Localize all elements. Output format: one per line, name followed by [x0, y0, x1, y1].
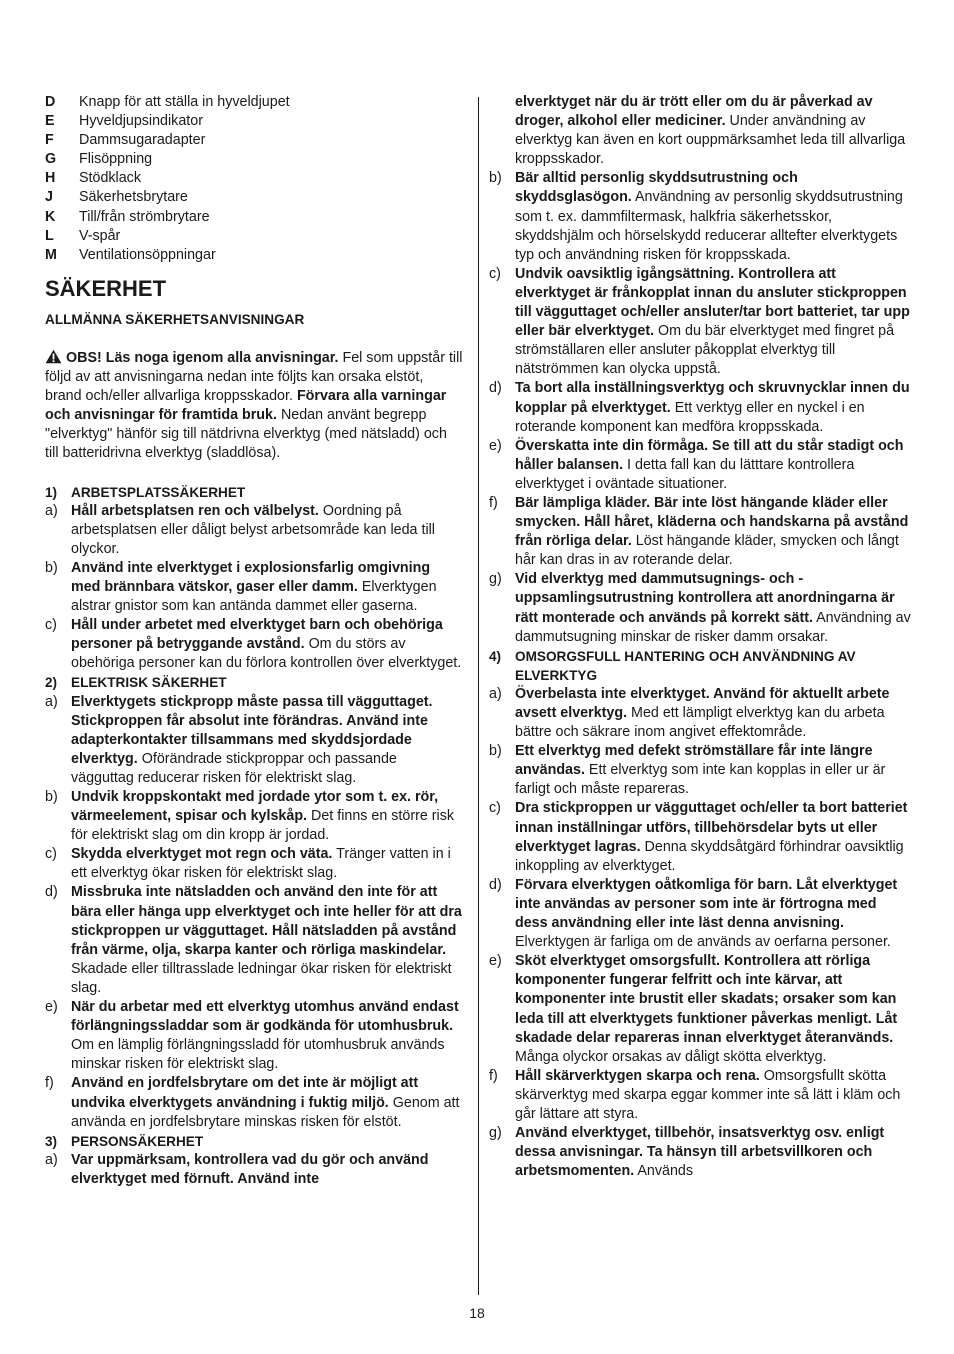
list-item: g) Vid elverktyg med dammutsugnings- och -uppsamlingsutrustning kontrollera att anordningarna är rätt monterade och används på korrekt sätt. Användning av dammutsugning minskar de risker damm orsakar.: [489, 571, 911, 645]
list-item: d) Förvara elverktygen oåtkomliga för barn. Låt elverktyget inte användas av personer som inte är förtrogna med dess användning eller inte läst denna anvisning. Elverktygen är farliga om de används av oerfarna personer.: [489, 876, 898, 951]
list-item: a) Elverktygets stickpropp måste passa till vägguttaget. Stickproppen får absolut inte förändras. Använd inte adapterkontakter tillsammans med skyddsjordade elverktyg. Oförändrade stickproppar och passande vägguttag reducerar risken för elektriskt slag.: [45, 693, 433, 786]
legend-item: J Säkerhetsbrytare: [45, 189, 188, 206]
list-item: c) Dra stickproppen ur vägguttaget och/eller ta bort batteriet innan inställningar utförs, tillbehörsdelar byts ut eller elverktyget lagras. Denna skyddsåtgärd förhindrar oavsiktlig inkoppling av elverktyget.: [489, 800, 908, 874]
legend-item: M Ventilationsöppningar: [45, 246, 216, 263]
section-heading: 3) PERSONSÄKERHET: [45, 1133, 204, 1149]
list-item: e) Överskatta inte din förmåga. Se till att du står stadigt och håller balansen. I detta fall kan du lätttare kontrollera elverktyget i oväntade situationer.: [489, 437, 904, 492]
left-column: [45, 93, 463, 1189]
list-item: g) Använd elverktyget, tillbehör, insatsverktyg osv. enligt dessa anvisningar. Ta hänsyn till arbetsvillkoren och arbetsmomenten. Används: [489, 1125, 885, 1180]
legend-item: L V-spår: [45, 227, 121, 244]
list-item: f) Bär lämpliga kläder. Bär inte löst hängande kläder eller smycken. Håll håret, kläderna och handskarna på avstånd från rörliga delar. Löst hängande kläder, smycken och långt hår kan dras in av roterande delar.: [489, 494, 909, 569]
list-item: b) Använd inte elverktyget i explosionsfarlig omgivning med brännbara vätskor, gaser eller damm. Elverktygen alstrar gnistor som kan antända dammet eller gaserna.: [45, 559, 437, 615]
section-heading: 1) ARBETSPLATSSÄKERHET: [45, 484, 246, 500]
legend-item: G Flisöppning: [45, 151, 153, 168]
warning-triangle-icon: [45, 349, 62, 364]
list-item: a) Överbelasta inte elverktyget. Använd för aktuellt arbete avsett elverktyg. Med ett lämpligt elverktyg kan du arbeta bättre och säkrare inom angivet effektområde.: [489, 685, 890, 741]
list-item: f) Håll skärverktygen skarpa och rena. Omsorgsfullt skötta skärverktyg med skarpa eggar kommer inte så lätt i kläm och går lättare att styra.: [489, 1067, 901, 1122]
legend-item: E Hyveldjupsindikator: [45, 113, 203, 130]
page-title: SÄKERHET: [45, 275, 167, 301]
list-item: c) Håll under arbetet med elverktyget barn och obehöriga personer på betryggande avstånd. Om du störs av obehöriga personer kan du förlora kontrollen över elverktyget.: [45, 617, 462, 672]
legend-item: D Knapp för att ställa in hyveldjupet: [45, 94, 290, 110]
list-item: b) Undvik kroppskontakt med jordade ytor som t. ex. rör, värmeelement, spisar och kylskåp. Det finns en större risk för elektriskt slag om din kropp är jordad.: [45, 789, 455, 844]
list-item-continuation: elverktyget när du är trött eller om du är påverkad av droger, alkohol eller mediciner. Under användning av elverktyg kan även en kort ouppmärksamhet leda till allvarliga kroppsskador.: [515, 94, 906, 168]
column-divider: [478, 97, 479, 1295]
list-item: d) Missbruka inte nätsladden och använd den inte för att bära eller hänga upp elverktyget och inte heller för att dra stickproppen ur vägguttaget. Håll nätsladden på avstånd från värme, olja, skarpa kanter och rörliga maskindelar. Skadade eller tilltrasslade ledningar ökar risken för elektriskt slag.: [45, 884, 462, 996]
list-item: e) Sköt elverktyget omsorgsfullt. Kontrollera att rörliga komponenter fungerar felfritt och inte kärvar, att komponenter inte brustit eller skadats; orsaker som kan leda till att elverktygets funktioner påverkas menligt. Låt skadade delar repareras innan elverktyget återanvänds. Många olyckor orsakas av dåligt skötta elverktyg.: [489, 953, 898, 1065]
list-item: b) Bär alltid personlig skyddsutrustning och skyddsglasögon. Användning av personlig skyddsutrustning som t. ex. dammfiltermask, halkfria säkerhetsskor, skyddshjälm och hörselskydd reducerar alltefter elverktygets typ och användning risken för kroppsskada.: [489, 170, 903, 263]
right-column: [489, 93, 911, 1181]
list-item: f) Använd en jordfelsbrytare om det inte är möjligt att undvika elverktygets användning i fuktig miljö. Genom att använda en jordfelsbrytare minskas risken för elstöt.: [45, 1075, 460, 1130]
list-item: b) Ett elverktyg med defekt strömställare får inte längre användas. Ett elverktyg som inte kan kopplas in eller ur är farligt och måste repareras.: [489, 743, 886, 798]
list-item: d) Ta bort alla inställningsverktyg och skruvnycklar innen du kopplar på elverktyget. Ett verktyg eller en nyckel i en roterande komponent kan medföra kroppsskada.: [489, 380, 910, 435]
section-heading: 2) ELEKTRISK SÄKERHET: [45, 675, 227, 691]
legend-item: F Dammsugaradapter: [45, 132, 206, 149]
list-item: c) Skydda elverktyget mot regn och väta. Tränger vatten in i ett elverktyg ökar risken för elektriskt slag.: [45, 846, 451, 882]
list-item: c) Undvik oavsiktlig igångsättning. Kontrollera att elverktyget är frånkopplat innan du ansluter stickproppen till vägguttaget och/eller ansluter/tar bort batteriet, tar upp eller bär elverktyget. Om du bär elverktyget med fingret på strömställaren eller ansluter påkopplat elverktyg till nätströmmen kan olycka uppstå.: [489, 265, 910, 378]
page-number: 18: [469, 1305, 485, 1321]
section-subtitle: ALLMÄNNA SÄKERHETSANVISNINGAR: [45, 311, 305, 327]
intro-paragraph: OBS! Läs noga igenom alla anvisningar. Fel som uppstår till följd av att anvisningarna nedan inte följts kan orsaka elstöt, brand och/eller allvarliga kroppsskador. Förvara alla varningar och anvisningar för framtida bruk. Nedan använt begrepp "elverktyg" hänför sig till nätdrivna elverktyg (med nätsladd) och till batteridrivna elverktyg (sladdlösa).: [45, 349, 463, 462]
section-heading: 4) OMSORGSFULL HANTERING OCH ANVÄNDNING AV ELVERKTYG: [489, 648, 856, 683]
list-item: a) Håll arbetsplatsen ren och välbelyst. Oordning på arbetsplatsen eller dåligt belyst arbetsområde kan leda till olyckor.: [45, 502, 435, 557]
list-item: e) När du arbetar med ett elverktyg utomhus använd endast förlängningssladdar som är godkända för utomhusbruk. Om en lämplig förlängningssladd för utomhusbruk används minskar risken för elektriskt slag.: [45, 999, 459, 1073]
legend-item: K Till/från strömbrytare: [45, 208, 210, 225]
list-item: a) Var uppmärksam, kontrollera vad du gör och använd elverktyget med förnuft. Använd inte: [45, 1151, 429, 1187]
parts-legend: [45, 93, 463, 265]
legend-item: H Stödklack: [45, 170, 141, 187]
